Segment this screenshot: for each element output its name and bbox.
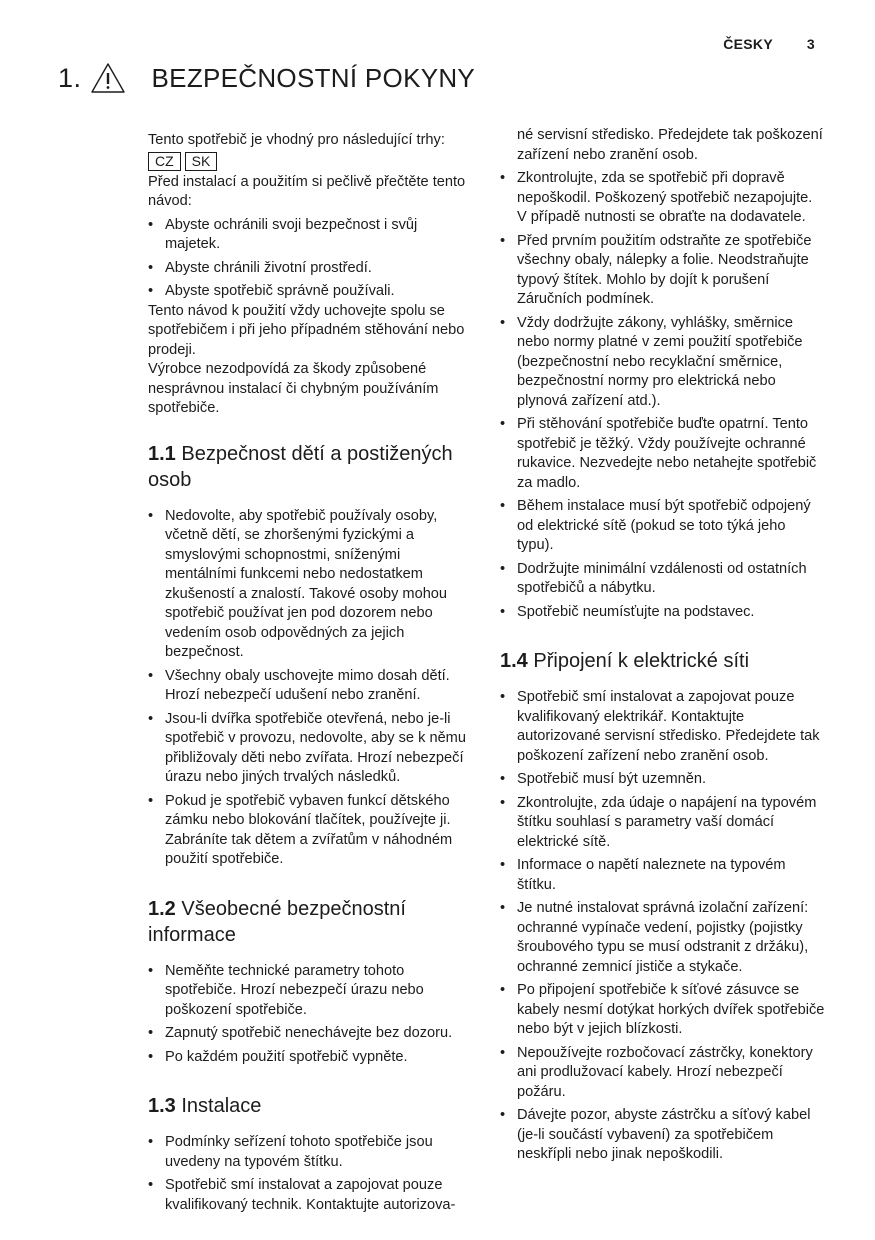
list-item: • Nepoužívejte rozbočovací zástrčky, konektory ani prodlužovací kabely. Hrozí nebezpečí požáru.	[500, 1044, 825, 1103]
section-heading	[148, 896, 473, 948]
list-item: • Abyste spotřebič správně používali.	[148, 282, 473, 302]
list-item: • Neměňte technické parametry tohoto spotřebiče. Hrozí nebezpečí úrazu nebo poškození spotřebiče.	[148, 962, 473, 1021]
list-item: • Pokud je spotřebič vybaven funkcí dětského zámku nebo blokování tlačítek, používejte ji. Zabráníte tak dětem a zvířatům v náhodném použití spotřebiče.	[148, 792, 473, 870]
market-codes	[148, 152, 473, 171]
liability-text: Výrobce nezodpovídá za škody způsobené nesprávnou instalací či chybným používáním spotřebiče.	[148, 361, 439, 416]
section-title: Instalace	[181, 1095, 262, 1117]
list-item: • Všechny obaly uschovejte mimo dosah dětí. Hrozí nebezpečí udušení nebo zranění.	[148, 667, 473, 706]
section-list	[148, 962, 473, 1068]
chapter-heading	[58, 62, 475, 94]
list-item: • Vždy dodržujte zákony, vyhlášky, směrnice nebo normy platné v zemi použití spotřebiče (bezpečnostní nebo recyklační směrnice, bezpečnostní normy pro elektrická nebo plynová zařízení atd.).	[500, 314, 825, 412]
section-number: 1.2	[148, 897, 176, 920]
section-number: 1.1	[148, 442, 176, 465]
market-code: CZ	[148, 152, 181, 171]
section-title: Všeobecné bezpečnostní informace	[148, 897, 406, 946]
section-list	[148, 1133, 473, 1215]
list-item: • Spotřebič smí instalovat a zapojovat pouze kvalifikovaný technik. Kontaktujte autorizova-	[148, 1176, 473, 1215]
list-item: • Jsou-li dvířka spotřebiče otevřená, nebo je-li spotřebič v provozu, nedovolte, aby se k němu přibližovaly děti nebo zvířata. Hrozí nebezpečí úrazu nebo jiných trvalých následků.	[148, 710, 473, 788]
list-item: • Před prvním použitím odstraňte ze spotřebiče všechny obaly, nálepky a folie. Neodstraňujte typový štítek. Mohlo by dojít k porušení Záručních podmínek.	[500, 232, 825, 310]
list-item: • Nedovolte, aby spotřebič používaly osoby, včetně dětí, se zhoršenými fyzickými a smyslovými schopnostmi, sníženými mentálními funkcemi nebo nedostatkem zkušeností a znalostí. Takové osoby mohou spotřebič používat jen pod dozorem nebo vedením osob odpovědných za jejich bezpečnost.	[148, 507, 473, 663]
list-item: • Zkontrolujte, zda se spotřebič při dopravě nepoškodil. Poškozený spotřebič nezapojujte. V případě nutnosti se obraťte na dodavatele.	[500, 169, 825, 228]
list-item: • Je nutné instalovat správná izolační zařízení: ochranné vypínače vedení, pojistky (pojistky šroubového typu se musí odstranit z držáku), ochranné zemnicí jističe a stykače.	[500, 899, 825, 977]
intro-list	[148, 216, 473, 302]
list-item: • Zapnutý spotřebič nenechávejte bez dozoru.	[148, 1024, 473, 1044]
list-item: • Abyste ochránili svoji bezpečnost i svůj majetek.	[148, 216, 473, 255]
list-item: • Abyste chránili životní prostředí.	[148, 259, 473, 279]
section-heading	[148, 1093, 473, 1119]
market-code: SK	[185, 152, 218, 171]
list-item: • Dávejte pozor, abyste zástrčku a síťový kabel (je-li součástí vybavení) za spotřebičem neskřípli nebo jinak nepoškodili.	[500, 1106, 825, 1165]
list-item: • Spotřebič smí instalovat a zapojovat pouze kvalifikovaný elektrikář. Kontaktujte autorizované servisní středisko. Předejdete tak poškození zařízení nebo zranění osob.	[500, 688, 825, 766]
section-list	[500, 688, 825, 1165]
list-item: • Po každém použití spotřebič vypněte.	[148, 1048, 473, 1068]
right-column	[500, 126, 825, 1169]
list-item: • Dodržujte minimální vzdálenosti od ostatních spotřebičů a nábytku.	[500, 560, 825, 599]
list-item-continuation: né servisní středisko. Předejdete tak poškození zařízení nebo zranění osob.	[517, 127, 823, 163]
header-language: ČESKY	[723, 36, 773, 52]
section-number: 1.4	[500, 650, 528, 672]
list-item: • Spotřebič neumísťujte na podstavec.	[500, 603, 825, 623]
list-item: • Po připojení spotřebiče k síťové zásuvce se kabely nesmí dotýkat horkých dvířek spotřebiče nebo být v jejich blízkosti.	[500, 981, 825, 1040]
list-item: • Během instalace musí být spotřebič odpojený od elektrické sítě (pokud se toto týká jeho typu).	[500, 497, 825, 556]
list-item: • Podmínky seřízení tohoto spotřebiče jsou uvedeny na typovém štítku.	[148, 1133, 473, 1172]
warning-triangle-icon	[90, 62, 126, 94]
keep-manual-text: Tento návod k použití vždy uchovejte spolu se spotřebičem i při jeho případném stěhování nebo prodeji.	[148, 302, 465, 358]
section-title: Bezpečnost dětí a postižených osob	[148, 442, 453, 491]
chapter-title: BEZPEČNOSTNÍ POKYNY	[151, 62, 476, 93]
chapter-number: 1.	[58, 62, 82, 93]
section-list	[148, 507, 473, 870]
section-heading	[148, 441, 473, 493]
section-title: Připojení k elektrické síti	[533, 650, 750, 672]
page-header	[723, 36, 815, 52]
list-item: • Zkontrolujte, zda údaje o napájení na typovém štítku souhlasí s parametry vaší domácí elektrické sítě.	[500, 794, 825, 853]
list-item: • Informace o napětí naleznete na typovém štítku.	[500, 856, 825, 895]
section-list	[500, 169, 825, 622]
left-column	[148, 131, 473, 1219]
section-number: 1.3	[148, 1095, 176, 1117]
read-instructions-text: Před instalací a použitím si pečlivě přečtěte tento návod:	[148, 173, 466, 209]
list-item: • Spotřebič musí být uzemněn.	[500, 770, 825, 790]
list-item: • Při stěhování spotřebiče buďte opatrní. Tento spotřebič je těžký. Vždy používejte ochranné rukavice. Nezvedejte nebo netahejte spotřebič za madlo.	[500, 415, 825, 493]
page-number: 3	[806, 36, 815, 52]
markets-text: Tento spotřebič je vhodný pro následující trhy:	[148, 132, 445, 148]
section-heading	[500, 648, 825, 674]
